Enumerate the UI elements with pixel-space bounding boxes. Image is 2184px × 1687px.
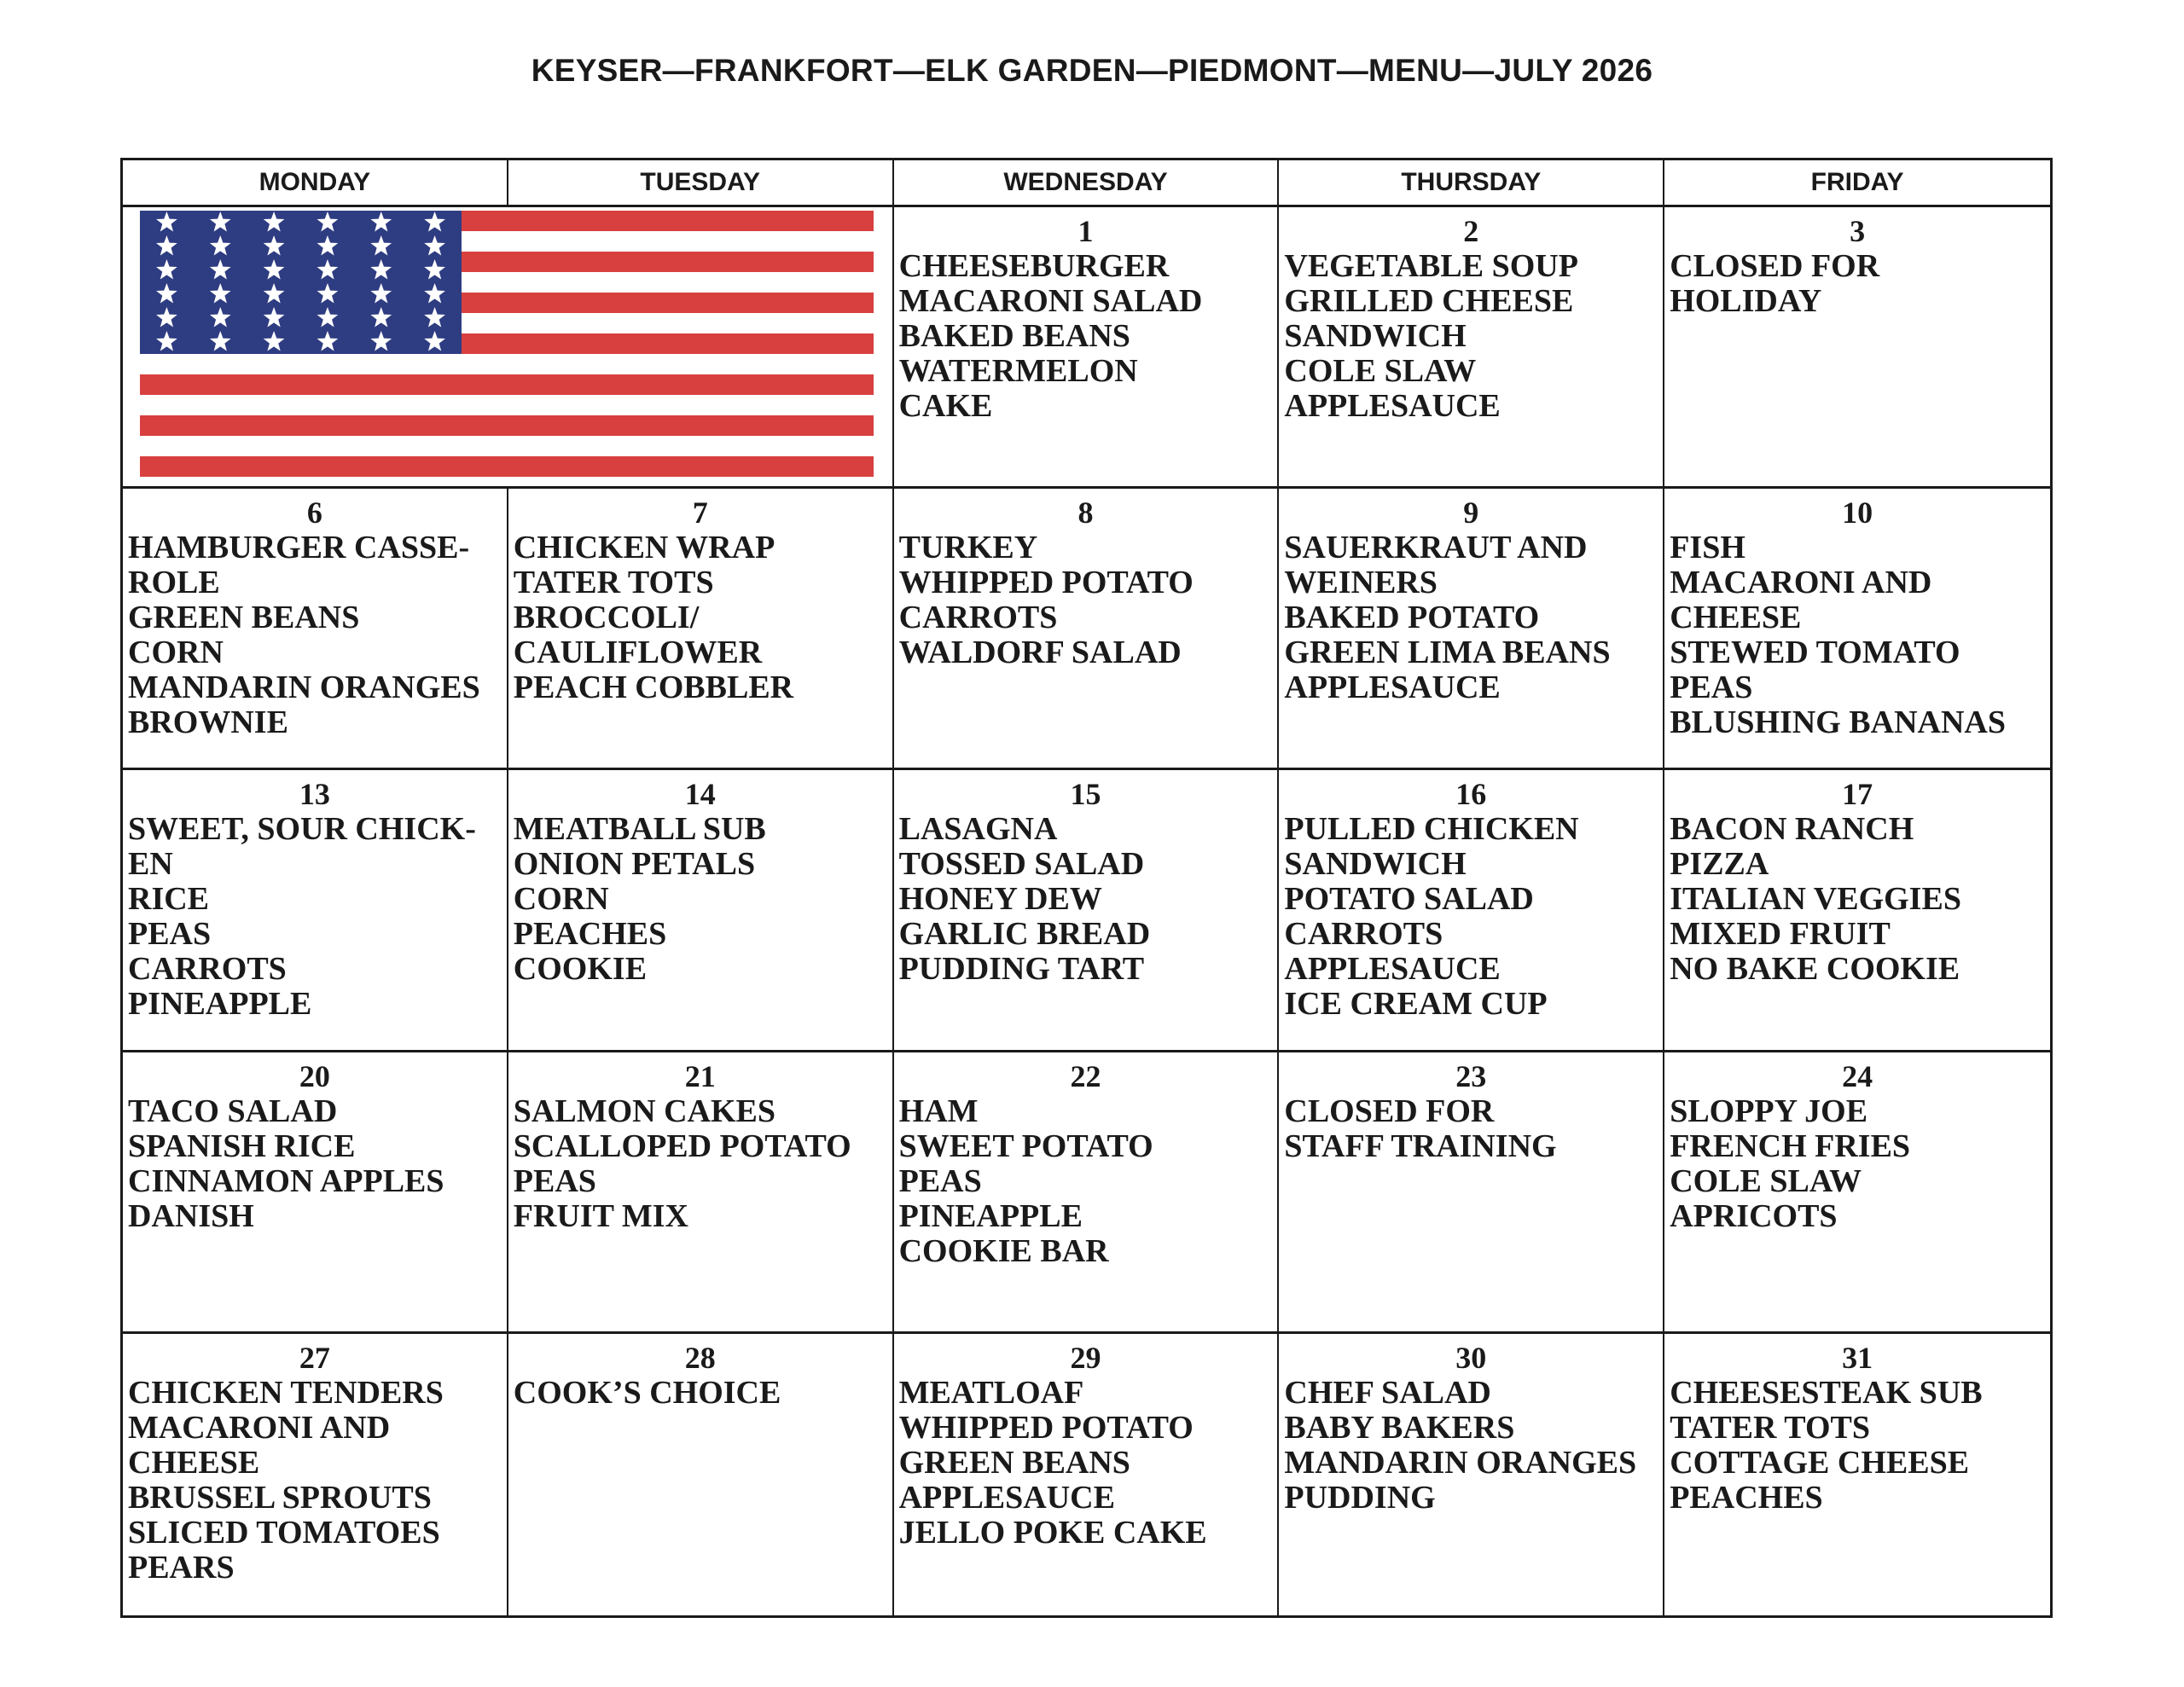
menu-list [1284,1094,1658,1164]
menu-item: WHIPPED POTATO [898,565,1194,601]
menu-item: MACARONI SALAD [898,283,1203,319]
menu-item: FRUIT MIX [513,1197,688,1234]
menu-item: SALMON CAKES [513,1093,776,1129]
menu-item: MACARONI AND [128,1409,391,1446]
menu-item: PEAS [513,1162,596,1199]
menu-list [1284,249,1658,424]
menu-item: ICE CREAM CUP [1284,986,1548,1023]
menu-item: COOKIE [513,951,648,988]
menu-item: WATERMELON [898,353,1138,389]
menu-list [514,812,887,987]
weekday-header-tuesday: TUESDAY [508,160,894,207]
menu-item: SPANISH RICE [128,1128,356,1164]
day-cell-28 [508,1334,894,1615]
weekday-header-wednesday: WEDNESDAY [894,160,1280,207]
menu-item: LASAGNA [898,811,1058,848]
menu-list [514,1376,887,1411]
day-number: 20 [299,1058,330,1093]
day-cell-17 [1664,770,2050,1052]
menu-item: PINEAPPLE [128,986,312,1023]
menu-list [1670,249,2045,319]
menu-item: PEARS [128,1549,235,1586]
menu-list [1284,1376,1658,1516]
day-cell-8 [894,489,1280,770]
menu-list [1670,1376,2045,1516]
menu-item: TATER TOTS [1670,1409,1870,1446]
menu-list [1670,530,2045,740]
day-cell-30 [1279,1334,1664,1615]
menu-list [899,249,1273,424]
menu-item: DANISH [128,1197,254,1234]
menu-item: MIXED FRUIT [1670,916,1891,953]
menu-item: COTTAGE CHEESE [1670,1444,1970,1481]
menu-item: POTATO SALAD [1284,881,1534,918]
menu-item: STAFF TRAINING [1284,1128,1557,1164]
day-number: 29 [1070,1340,1101,1375]
weekday-header-friday: FRIDAY [1664,160,2050,207]
day-number: 15 [1070,777,1101,812]
menu-item: PEAS [128,916,212,953]
menu-item: PEACHES [1670,1479,1823,1516]
menu-item: EN [128,846,173,883]
day-cell-13 [123,770,508,1052]
menu-item: HOLIDAY [1670,283,1822,319]
day-cell-10 [1664,489,2050,770]
day-number: 6 [306,496,322,530]
menu-list [899,1376,1273,1551]
menu-item: CHICKEN WRAP [513,530,775,566]
menu-item: CLOSED FOR [1670,248,1880,284]
menu-list [128,1094,502,1234]
menu-item: PEACHES [513,916,667,953]
menu-item: MANDARIN ORANGES [1284,1444,1637,1481]
menu-item: SANDWICH [1284,846,1467,883]
day-cell-7 [508,489,894,770]
menu-item: VEGETABLE SOUP [1284,248,1578,284]
day-cell-2 [1279,207,1664,489]
menu-item: TACO SALAD [128,1093,338,1129]
day-number: 7 [692,496,708,530]
page-title: KEYSER—FRANKFORT—ELK GARDEN—PIEDMONT—MENU—JULY 2026 [531,53,1653,88]
menu-item: CINNAMON APPLES [128,1162,444,1199]
menu-item: BROCCOLI/ [513,600,700,636]
menu-item: MANDARIN ORANGES [128,670,480,706]
day-cell-29 [894,1334,1280,1615]
day-cell-1 [894,207,1280,489]
day-cell-20 [123,1052,508,1334]
day-cell-6 [123,489,508,770]
menu-item: BRUSSEL SPROUTS [128,1479,432,1516]
day-number: 14 [684,777,716,812]
menu-item: CARROTS [898,600,1058,636]
menu-item: WHIPPED POTATO [898,1409,1194,1446]
menu-item: PINEAPPLE [898,1197,1083,1234]
day-number: 24 [1842,1058,1873,1093]
menu-item: CAULIFLOWER [513,635,763,671]
weekday-header-monday: MONDAY [123,160,508,207]
menu-list [1670,1094,2045,1234]
menu-item: CHEESE [128,1444,260,1481]
menu-list [1284,812,1658,1022]
menu-item: FRENCH FRIES [1670,1128,1911,1164]
menu-item: GREEN LIMA BEANS [1284,635,1611,671]
menu-item: SLOPPY JOE [1670,1093,1868,1129]
menu-item: BAKED BEANS [898,318,1130,354]
weekday-header-thursday: THURSDAY [1279,160,1664,207]
menu-list [899,530,1273,670]
menu-item: BROWNIE [128,704,288,741]
menu-list [128,530,502,740]
day-cell-15 [894,770,1280,1052]
menu-item: APPLESAUCE [1284,388,1501,424]
day-number: 28 [684,1340,716,1375]
day-number: 8 [1077,496,1094,530]
day-cell-3 [1664,207,2050,489]
day-number: 30 [1455,1340,1487,1375]
menu-item: CAKE [898,388,993,424]
menu-item: COOKIE BAR [898,1232,1109,1269]
menu-item: CHEESE [1670,600,1802,636]
menu-item: CHICKEN TENDERS [128,1374,444,1411]
menu-item: GRILLED CHEESE [1284,283,1574,319]
day-cell-27 [123,1334,508,1615]
menu-item: APPLESAUCE [898,1479,1115,1516]
menu-item: GARLIC BREAD [898,916,1151,953]
menu-list [128,812,502,1022]
menu-item: HONEY DEW [898,881,1102,918]
menu-item: SWEET POTATO [898,1128,1153,1164]
day-number: 31 [1842,1340,1873,1375]
menu-item: TATER TOTS [513,565,714,601]
menu-calendar [120,158,2053,1618]
menu-item: BACON RANCH [1670,811,1914,848]
american-flag-icon [140,211,874,477]
day-number: 22 [1070,1058,1101,1093]
menu-item: GREEN BEANS [898,1444,1130,1481]
menu-item: TOSSED SALAD [898,846,1145,883]
day-number: 23 [1455,1058,1487,1093]
day-number: 9 [1463,496,1479,530]
menu-item: GREEN BEANS [128,600,360,636]
menu-item: SCALLOPED POTATO [513,1128,851,1164]
menu-item: MACARONI AND [1670,565,1932,601]
menu-item: CARROTS [1284,916,1443,953]
menu-item: PULLED CHICKEN [1284,811,1579,848]
menu-item: APPLESAUCE [1284,951,1501,988]
day-number: 13 [299,777,330,812]
day-cell-14 [508,770,894,1052]
day-number: 1 [1077,214,1094,248]
menu-item: CORN [128,635,224,671]
menu-item: ITALIAN VEGGIES [1670,881,1961,918]
day-cell-24 [1664,1052,2050,1334]
menu-item: HAMBURGER CASSE- [128,530,470,566]
menu-item: WALDORF SALAD [898,635,1182,671]
day-cell-31 [1664,1334,2050,1615]
menu-item: STEWED TOMATO [1670,635,1960,671]
menu-item: PIZZA [1670,846,1769,883]
menu-list [899,812,1273,987]
menu-item: NO BAKE COOKIE [1670,951,1960,988]
menu-item: SANDWICH [1284,318,1467,354]
day-cell-23 [1279,1052,1664,1334]
day-number: 2 [1463,214,1479,248]
menu-item: MEATBALL SUB [513,811,766,848]
menu-item: PUDDING [1284,1479,1436,1516]
menu-item: APPLESAUCE [1284,670,1501,706]
menu-item: APRICOTS [1670,1197,1838,1234]
day-cell-16 [1279,770,1664,1052]
menu-item: RICE [128,881,210,918]
menu-item: CARROTS [128,951,287,988]
menu-list [514,530,887,705]
menu-list [128,1376,502,1586]
day-number: 27 [299,1340,330,1375]
menu-item: JELLO POKE CAKE [898,1514,1207,1551]
menu-item: WEINERS [1284,565,1438,601]
menu-item: COLE SLAW [1670,1162,1862,1199]
menu-item: ROLE [128,565,220,601]
day-cell-21 [508,1052,894,1334]
day-number: 10 [1842,496,1873,530]
menu-item: COLE SLAW [1284,353,1477,389]
menu-list [899,1094,1273,1269]
menu-item: MEATLOAF [898,1374,1084,1411]
menu-item: SAUERKRAUT AND [1284,530,1588,566]
menu-item: FISH [1670,530,1745,566]
day-number: 16 [1455,777,1487,812]
day-cell-22 [894,1052,1280,1334]
menu-item: CHEESEBURGER [898,248,1170,284]
menu-item: SLICED TOMATOES [128,1514,440,1551]
menu-item: SWEET, SOUR CHICK- [128,811,476,848]
menu-item: HAM [898,1093,979,1129]
menu-item: TURKEY [898,530,1038,566]
menu-list [1670,812,2045,987]
menu-item: PUDDING TART [898,951,1145,988]
menu-item: PEACH COBBLER [513,670,794,706]
day-number: 21 [684,1058,716,1093]
menu-item: PEAS [898,1162,982,1199]
menu-item: ONION PETALS [513,846,756,883]
menu-item: COOK’S CHOICE [513,1374,781,1411]
day-number: 17 [1842,777,1873,812]
holiday-flag-cell [123,207,894,489]
menu-item: BAKED POTATO [1284,600,1540,636]
menu-item: CLOSED FOR [1284,1093,1495,1129]
menu-item: CORN [513,881,609,918]
menu-item: PEAS [1670,670,1753,706]
menu-item: CHEESESTEAK SUB [1670,1374,1983,1411]
menu-item: BLUSHING BANANAS [1670,704,2006,741]
menu-list [514,1094,887,1234]
menu-item: CHEF SALAD [1284,1374,1491,1411]
menu-list [1284,530,1658,705]
menu-item: BABY BAKERS [1284,1409,1515,1446]
day-number: 3 [1850,214,1866,248]
day-cell-9 [1279,489,1664,770]
